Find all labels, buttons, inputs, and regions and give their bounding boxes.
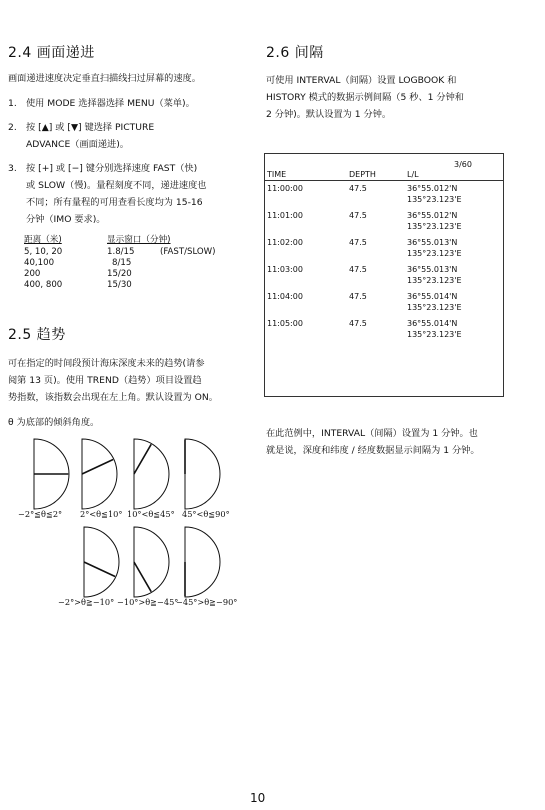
speed-table — [24, 233, 249, 291]
body-line: 2 分钟)。默认设置为 1 分钟。 — [266, 109, 392, 120]
log-lon: 135°23.123'E — [407, 195, 462, 204]
section-2-5-body — [8, 355, 258, 406]
log-depth: 47.5 — [349, 292, 367, 301]
log-time: 11:03:00 — [267, 265, 303, 274]
page-indicator: 3/60 — [454, 160, 472, 169]
log-depth: 47.5 — [349, 211, 367, 220]
log-lat: 36°55.013'N — [407, 238, 458, 247]
page-number: 10 — [250, 791, 266, 805]
log-depth: 47.5 — [349, 238, 367, 247]
table-row — [24, 258, 249, 269]
trend-angle-diagram — [0, 430, 260, 620]
table-row — [24, 269, 249, 280]
cell-distance: 400, 800 — [24, 280, 63, 290]
log-lat: 36°55.012'N — [407, 184, 458, 193]
header-ll: L/L — [407, 170, 419, 179]
step-1 — [8, 95, 248, 112]
body-line: 就是说，深度和纬度 / 经度数据显示间隔为 1 分钟。 — [266, 445, 480, 456]
log-time: 11:01:00 — [267, 211, 303, 220]
log-lon: 135°23.123'E — [407, 249, 462, 258]
cell-window: 15/20 — [107, 269, 132, 279]
log-time: 11:05:00 — [267, 319, 303, 328]
theta-note: θ 为底部的倾斜角度。 — [8, 417, 100, 428]
angle-caption: 45°<θ≦90° — [182, 509, 230, 519]
semicircle-icon — [185, 527, 220, 597]
angle-indicator-icon — [82, 460, 113, 475]
header-divider — [265, 180, 503, 181]
body-line: HISTORY 模式的数据示例间隔（5 秒、1 分钟和 — [266, 92, 464, 103]
header-depth: DEPTH — [349, 170, 376, 179]
cell-distance: 200 — [24, 269, 41, 279]
step-2 — [8, 119, 248, 153]
angle-caption: 10°<θ≦45° — [127, 509, 175, 519]
semicircle-icon — [134, 527, 169, 597]
step-line: 按 [+] 或 [−] 键分别选择速度 FAST（快) — [26, 163, 198, 174]
step-line: 分钟（IMO 要求)。 — [26, 214, 106, 225]
body-line: 在此范例中，INTERVAL（间隔）设置为 1 分钟。也 — [266, 428, 478, 439]
step-number: 2. — [8, 122, 17, 133]
log-lat: 36°55.014'N — [407, 319, 458, 328]
body-line: 势指数，该指数会出现在左上角。默认设置为 ON。 — [8, 392, 218, 403]
semicircle-icon — [134, 439, 169, 509]
log-lon: 135°23.123'E — [407, 303, 462, 312]
step-number: 3. — [8, 163, 17, 174]
table-row — [24, 247, 249, 258]
angle-indicator-icon — [134, 562, 151, 592]
step-number: 1. — [8, 98, 17, 109]
step-line: 使用 MODE 选择器选择 MENU（菜单)。 — [26, 98, 195, 109]
log-depth: 47.5 — [349, 265, 367, 274]
semicircle-icon — [82, 439, 117, 509]
body-line: 阅第 13 页)。使用 TREND（趋势）项目设置趋 — [8, 375, 202, 386]
log-lat: 36°55.014'N — [407, 292, 458, 301]
log-time: 11:02:00 — [267, 238, 303, 247]
log-depth: 47.5 — [349, 184, 367, 193]
section-2-4-title: 2.4 画面递进 — [8, 45, 95, 61]
step-line: 或 SLOW（慢)。量程刻度不同，递进速度也 — [26, 180, 207, 191]
log-depth: 47.5 — [349, 319, 367, 328]
step-line: ADVANCE（画面递进)。 — [26, 139, 129, 150]
log-time: 11:00:00 — [267, 184, 303, 193]
log-lon: 135°23.123'E — [407, 222, 462, 231]
example-note — [266, 425, 516, 459]
speed-table-header — [24, 233, 249, 247]
angle-caption: −2°≦θ≦2° — [18, 509, 63, 519]
cell-distance: 40,100 — [24, 258, 55, 268]
step-3 — [8, 160, 248, 228]
body-line: 可在指定的时间段预计海床深度未来的趋势(请参 — [8, 358, 205, 369]
cell-window: 15/30 — [107, 280, 132, 290]
step-line: 不同；所有量程的可用查看长度均为 15-16 — [26, 197, 203, 208]
semicircle-icon — [185, 439, 220, 509]
log-time: 11:04:00 — [267, 292, 303, 301]
body-line: 可使用 INTERVAL（间隔）设置 LOGBOOK 和 — [266, 75, 457, 86]
header-display-window: 显示窗口（分钟) — [107, 235, 171, 245]
cell-distance: 5, 10, 20 — [24, 247, 63, 257]
log-lon: 135°23.123'E — [407, 330, 462, 339]
log-lat: 36°55.013'N — [407, 265, 458, 274]
cell-note: (FAST/SLOW) — [160, 247, 216, 257]
angle-caption: −10°>θ≧−45° — [117, 597, 179, 607]
angle-caption: 2°<θ≦10° — [80, 509, 123, 519]
header-distance: 距离（米) — [24, 235, 62, 245]
semicircle-icon — [84, 527, 119, 597]
log-lon: 135°23.123'E — [407, 276, 462, 285]
table-row — [24, 280, 249, 291]
cell-window: 8/15 — [112, 258, 132, 268]
steps-list — [8, 95, 248, 228]
section-2-6-title: 2.6 间隔 — [266, 45, 324, 61]
section-2-4-intro: 画面递进速度决定垂直扫描线扫过屏幕的速度。 — [8, 73, 201, 84]
header-time: TIME — [267, 170, 287, 179]
cell-window: 1.8/15 — [107, 247, 135, 257]
angle-indicator-icon — [84, 562, 115, 577]
step-line: 按 [▲] 或 [▼] 键选择 PICTURE — [26, 122, 155, 133]
angle-caption: −2°>θ≧−10° — [58, 597, 115, 607]
section-2-5-title: 2.5 趋势 — [8, 327, 66, 343]
angle-indicator-icon — [134, 444, 151, 474]
log-lat: 36°55.012'N — [407, 211, 458, 220]
angle-caption: −45°>θ≧−90° — [176, 597, 238, 607]
logbook-display — [264, 153, 504, 397]
section-2-6-body — [266, 72, 506, 123]
